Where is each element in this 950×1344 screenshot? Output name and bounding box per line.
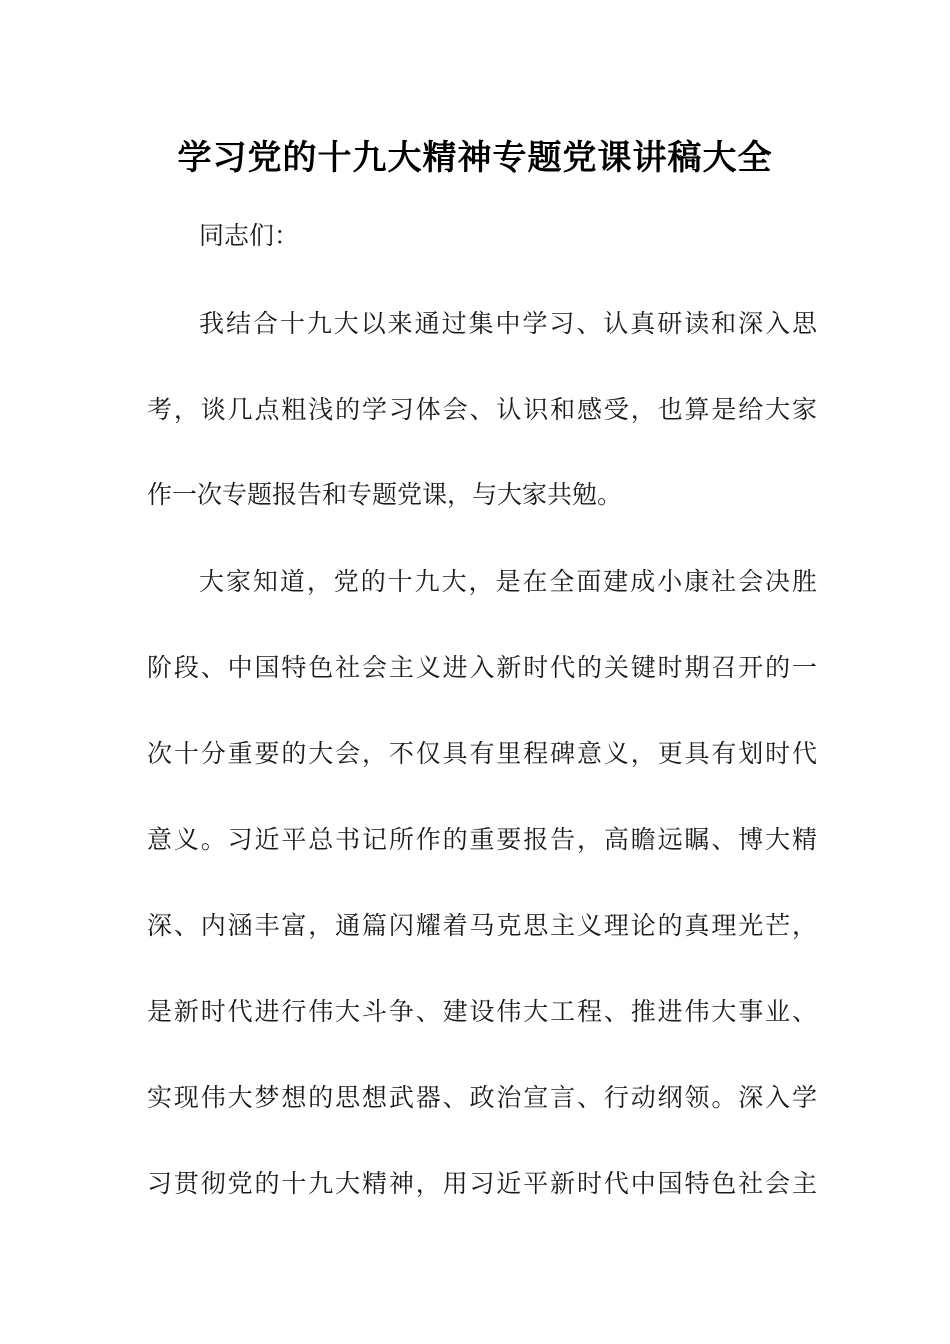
body-line-1: 我结合十九大以来通过集中学习、认真研读和深入思	[199, 309, 817, 338]
body-line-7: 意义。习近平总书记所作的重要报告，高瞻远瞩、博大精	[147, 825, 817, 854]
body-line-9: 是新时代进行伟大斗争、建设伟大工程、推进伟大事业、	[147, 997, 817, 1026]
body-line-3: 作一次专题报告和专题党课，与大家共勉。	[147, 480, 623, 509]
document-title: 学习党的十九大精神专题党课讲稿大全	[177, 138, 773, 178]
body-line-11: 习贯彻党的十九大精神，用习近平新时代中国特色社会主	[147, 1169, 817, 1198]
body-line-5: 阶段、中国特色社会主义进入新时代的关键时期召开的一	[147, 653, 817, 682]
salutation: 同志们：	[199, 221, 300, 250]
body-line-8: 深、内涵丰富，通篇闪耀着马克思主义理论的真理光芒，	[147, 911, 817, 940]
body-line-2: 考，谈几点粗浅的学习体会、认识和感受，也算是给大家	[147, 395, 817, 424]
body-line-10: 实现伟大梦想的思想武器、政治宣言、行动纲领。深入学	[147, 1083, 817, 1112]
body-line-6: 次十分重要的大会，不仅具有里程碑意义，更具有划时代	[147, 739, 817, 768]
body-line-4: 大家知道，党的十九大，是在全面建成小康社会决胜	[199, 567, 817, 596]
